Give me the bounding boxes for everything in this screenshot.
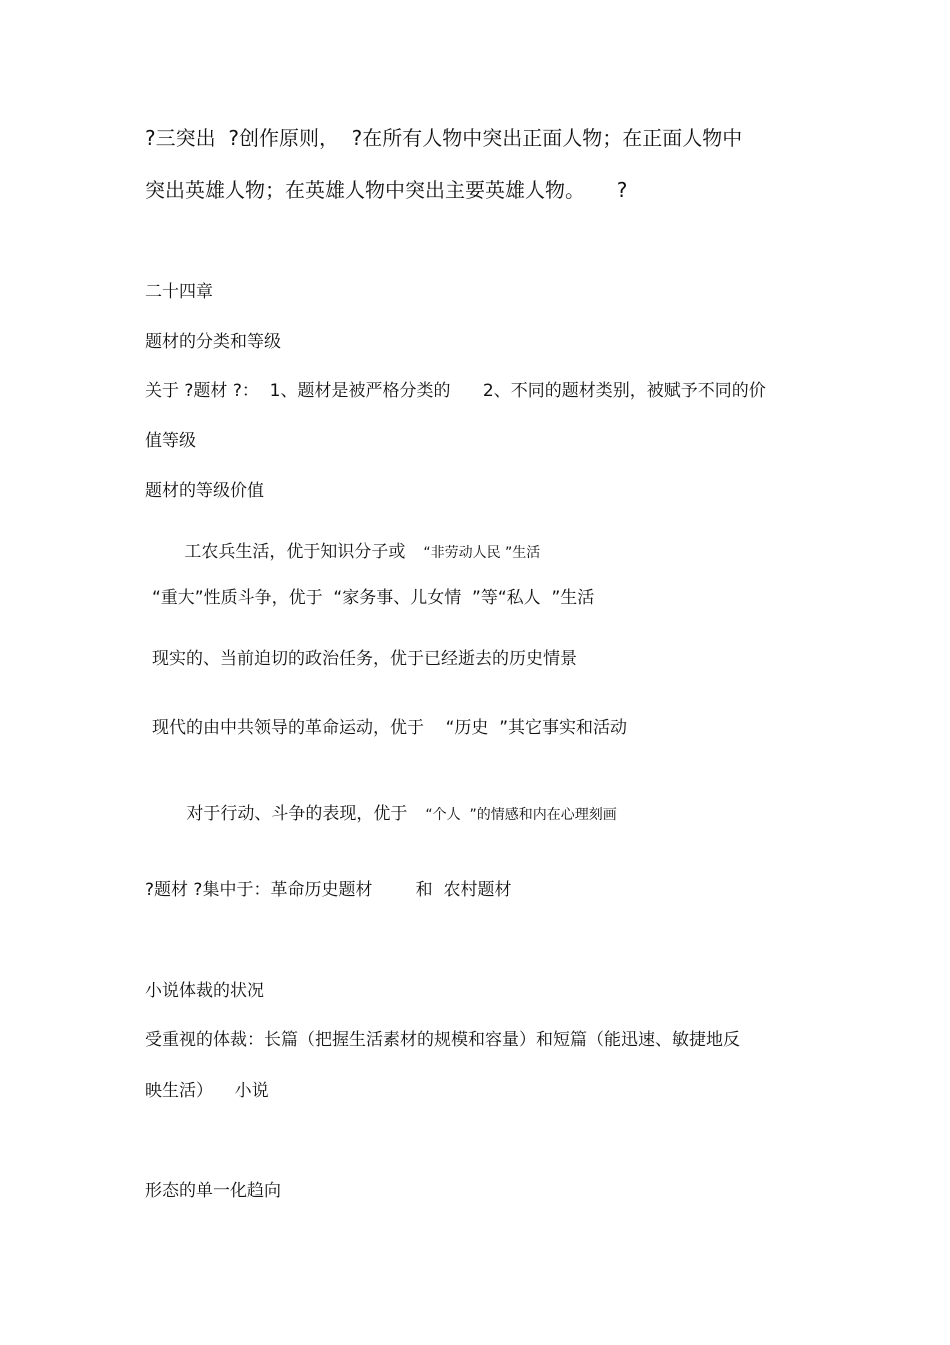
subject-classification-line-1: 关于 ?题材 ?： 1、题材是被严格分类的 2、不同的题材类别，被赋予不同的价 (145, 381, 766, 401)
section-heading-subject-classification: 题材的分类和等级 (145, 332, 281, 352)
section-heading-novel-genres: 小说体裁的状况 (145, 981, 264, 1001)
novel-genres-line-1: 受重视的体裁：长篇（把握生活素材的规模和容量）和短篇（能迅速、敏捷地反 (145, 1030, 740, 1050)
hierarchy-item-1-main: 工农兵生活，优于知识分子或 (184, 542, 406, 562)
section-heading-value-hierarchy: 题材的等级价值 (145, 481, 264, 501)
hierarchy-item-2: “重大”性质斗争，优于 “家务事、儿女情 ”等“私人 ”生活 (152, 588, 595, 608)
hierarchy-item-4: 现代的由中共领导的革命运动，优于 “历史 ”其它事实和活动 (152, 718, 628, 738)
hierarchy-item-1-tail: “非劳动人民 ”生活 (423, 545, 541, 561)
hierarchy-item-5-main: 对于行动、斗争的表现，优于 (186, 804, 408, 824)
hierarchy-item-1 (164, 528, 540, 577)
section-heading-form-uniformity: 形态的单一化趋向 (145, 1181, 281, 1201)
paragraph-three-prominences-line-2: 突出英雄人物；在英雄人物中突出主要英雄人物。 ? (145, 178, 628, 202)
novel-genres-line-2: 映生活） 小说 (145, 1081, 269, 1101)
subject-classification-line-2: 值等级 (145, 431, 196, 451)
paragraph-three-prominences-line-1: ?三突出 ?创作原则， ?在所有人物中突出正面人物；在正面人物中 (145, 126, 743, 150)
hierarchy-item-5 (166, 790, 617, 839)
hierarchy-item-5-tail: “个人 ”的情感和内在心理刻画 (425, 807, 617, 823)
subject-focus-line: ?题材 ?集中于：革命历史题材 和 农村题材 (145, 880, 512, 900)
chapter-heading: 二十四章 (145, 282, 213, 302)
hierarchy-item-3: 现实的、当前迫切的政治任务，优于已经逝去的历史情景 (152, 649, 577, 669)
